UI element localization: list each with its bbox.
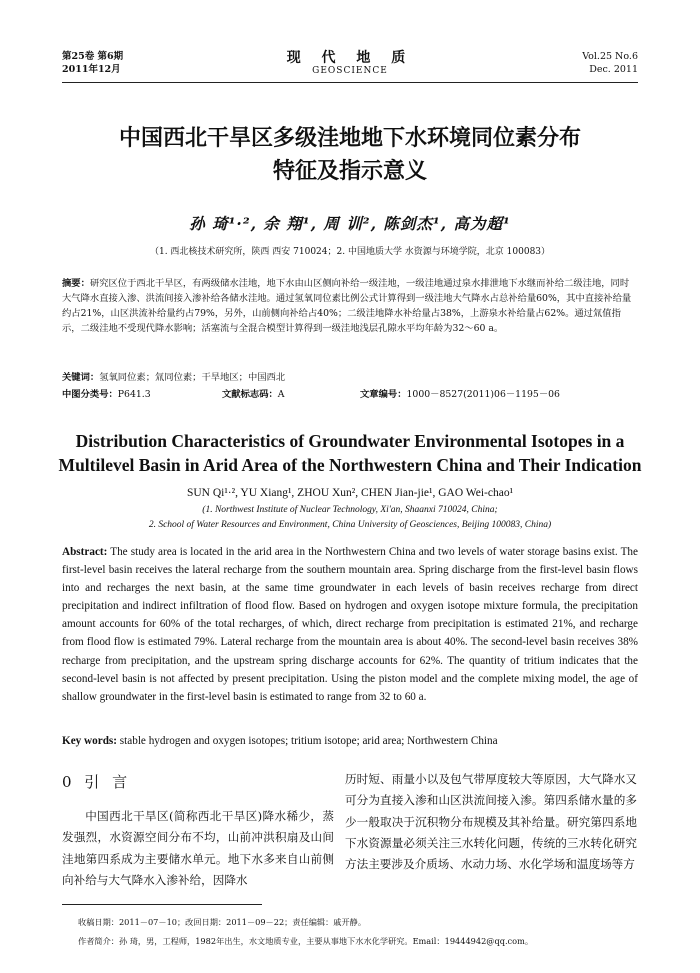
abstract-cn: [62, 276, 638, 336]
title-cn: [40, 122, 660, 188]
title-cn-line1: 中国西北干旱区多级洼地地下水环境同位素分布: [118, 126, 581, 151]
journal-name-en: GEOSCIENCE: [312, 66, 388, 76]
body-column-left: [62, 771, 334, 891]
clc-number: 中图分类号：P641.3: [62, 389, 151, 400]
date-cn: 2011年12月: [62, 64, 121, 75]
journal-name-cn: 现 代 地 质: [286, 50, 414, 66]
document-code: 文献标志码：A: [222, 389, 285, 400]
section-heading: 0 引 言: [62, 773, 132, 791]
keywords-en-text: stable hydrogen and oxygen isotopes; tritium isotope; arid area; Northwestern China: [119, 735, 498, 747]
keywords-en: [62, 735, 638, 747]
running-header: [62, 50, 638, 80]
affiliation-en-2: 2. School of Water Resources and Environment, China University of Geosciences, Beijing 100083, China): [148, 520, 552, 530]
abstract-en: [62, 543, 638, 706]
volume-issue-en: Vol.25 No.6: [582, 51, 638, 62]
title-en: [40, 429, 660, 477]
journal-name: [62, 50, 638, 77]
affiliation-en-1: (1. Northwest Institute of Nuclear Technology, Xi'an, Shaanxi 710024, China;: [202, 505, 498, 515]
footnote-dates: 收稿日期：2011－07－10；改回日期：2011－09－22；责任编辑：戚开静。: [78, 917, 367, 927]
article-number: 文章编号：1000－8527(2011)06－1195－06: [360, 389, 560, 400]
abstract-cn-text: 研究区位于西北干旱区，有两级储水洼地，地下水由山区侧向补给一级洼地，一级洼地通过泉水排泄地下水继而补给二级洼地，同时大气降水直接入渗、洪流间接入渗补给各储水洼地。通过氢氧同位素比例公式计算得到一级洼地大气降水占总补给量60%，其中直接补给量约占21%，山区洪流补给量约占79%，另外，山前侧向补给占40%；二级洼地降水补给量占38%，上游泉水补给量占62%。通过氚值指示，二级洼地不受现代降水影响；活塞流与全混合模型计算得到一级洼地浅层孔隙水平均年龄为32～60 a。: [62, 278, 632, 334]
keywords-en-label: Key words:: [62, 735, 117, 747]
title-cn-line2: 特征及指示意义: [272, 159, 427, 184]
authors-en: SUN Qi¹·², YU Xiang¹, ZHOU Xun², CHEN Jian-jie¹, GAO Wei-chao¹: [186, 487, 514, 499]
body-paragraph-left: 中国西北干旱区(简称西北干旱区)降水稀少，蒸发强烈，水资源空间分布不均，山前冲洪积扇及山间洼地第四系成为主要储水单元。地下水多来自山前侧向补给与大气降水入渗补给，因降水: [62, 809, 334, 887]
footnote-rule: [62, 904, 262, 905]
affiliations-cn: （1. 西北核技术研究所，陕西 西安 710024；2. 中国地质大学 水资源与环境学院，北京 100083）: [149, 247, 551, 257]
date-en: Dec. 2011: [589, 64, 638, 75]
keywords-cn-label: 关键词：: [62, 372, 100, 383]
header-rule: [62, 82, 638, 83]
abstract-en-text: The study area is located in the arid area in the Northwestern China and two levels of water storage basins exist. The first-level basin receives the lateral recharge from the southern mountain area. Spring discharge from the first-level basin flows into and recharges the next basin, at the same time groundwater in each levels of basin receives recharge from direct precipitation and indirect infiltration of flood flow. Based on hydrogen and oxygen isotope mixture formula, the precipitation amount accounts for 60% of the total recharges, of which, direct recharge from precipitation is estimated 21%, and recharge from flood flow is estimated 79%. Lateral recharge from the mountain area is about 40%. The second-level basin receives 38% recharge from precipitation, and the upstream spring discharge accounts for 62%. The quantity of tritium indicates that the second-level basin is not affected by present precipitation. Using the piston model and the complete mixing model, the age of shallow groundwater in the first-level basin is estimated to range from 32 to 60 a.: [62, 546, 638, 703]
footnote: [78, 913, 660, 951]
body-column-right: [345, 769, 637, 875]
abstract-en-label: Abstract:: [62, 546, 108, 558]
keywords-cn-text: 氢氧同位素；氚同位素；干旱地区；中国西北: [99, 372, 286, 383]
body-paragraph-right: 历时短、雨量小以及包气带厚度较大等原因，大气降水又可分为直接入渗和山区洪流间接入渗。第四系储水量的多少一般取决于沉积物分布规模及其补给量。研究第四系地下水资源量必须关注三水转化问题，传统的三水转化研究方法主要涉及介质场、水动力场、水化学场和温度场等方: [345, 772, 637, 872]
title-en-line2: Multilevel Basin in Arid Area of the Northwestern China and Their Indication: [58, 455, 642, 475]
footnote-author-bio: 作者简介：孙 琦，男，工程师，1982年出生，水文地质专业，主要从事地下水水化学研究。Email：19444942@qq.com。: [78, 936, 534, 946]
authors-cn: 孙 琦¹·², 余 翔¹, 周 训², 陈剑杰¹, 高为超¹: [189, 214, 511, 233]
keywords-cn: [62, 369, 638, 383]
volume-issue-cn: 第25卷 第6期: [62, 51, 124, 62]
header-right: [582, 50, 638, 76]
classification-row: [62, 386, 638, 400]
title-en-line1: Distribution Characteristics of Groundwater Environmental Isotopes in a: [75, 431, 625, 451]
abstract-cn-label: 摘要：: [62, 278, 90, 289]
